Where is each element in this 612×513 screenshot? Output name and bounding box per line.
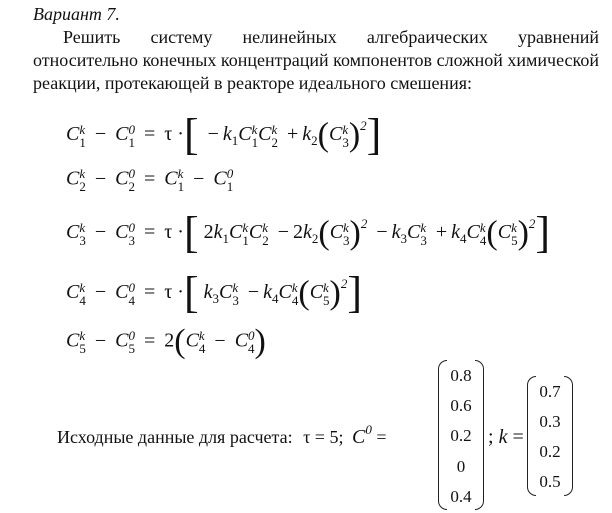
k-value: 0.7 <box>539 382 561 401</box>
c0-value: 0.8 <box>450 366 472 385</box>
k-value: 0.3 <box>539 412 561 431</box>
c0-value: 0.4 <box>450 487 472 506</box>
c0-value: 0.6 <box>450 396 472 415</box>
variant-title: Вариант 7. <box>33 4 120 24</box>
k-value: 0.2 <box>539 442 561 461</box>
c0-vector <box>438 360 484 510</box>
equation-5: C k 5 − C 0 5 = 2(C k 4 − C 0 4 ) <box>66 323 266 360</box>
given-label: Исходные данные для расчета: <box>57 427 293 447</box>
k-vector <box>527 376 573 496</box>
equation-3: C k 3 − C 0 3 = τ ·[ $2k_1C$ k 1 C k 2 − $2k_2(C$ k 3 )$^2 - k_3C$ k 3 + $k_4C$ k 4 (C k 5 )$^2$] <box>66 208 551 257</box>
equation-4: C k 4 − C 0 4 = τ ·[ $k_3C$ k 3 − $k_4C$ k 4 (C k 5 )$^2$] <box>66 268 363 317</box>
c0-value: 0 <box>456 457 466 476</box>
k-symbol: k <box>498 426 508 448</box>
k-value: 0.5 <box>539 472 561 491</box>
task-statement: Решить систему нелинейных алгебраических уравнений относительно конечных концентраций компонентов сложной химической реакции, протекающей в реакторе идеального смешения: <box>33 27 599 93</box>
c0-symbol: C <box>351 426 366 448</box>
equation-2: C k 2 − C 0 2 = C k 1 − C 0 1 <box>66 166 234 194</box>
k-label: ; k = <box>488 426 524 448</box>
equation-1: C k 1 − C 0 1 = τ ·[ − $k_1C$ k 1 C k 2 + $k_2(C$ k 3 )$^2$] <box>66 110 382 159</box>
c0-sup: 0 <box>365 422 372 437</box>
given-data-line: Исходные данные для расчета: τ = 5; $C^0$ = <box>57 422 387 448</box>
c0-value: 0.2 <box>450 426 472 445</box>
tau-value: τ = 5; <box>303 427 344 447</box>
